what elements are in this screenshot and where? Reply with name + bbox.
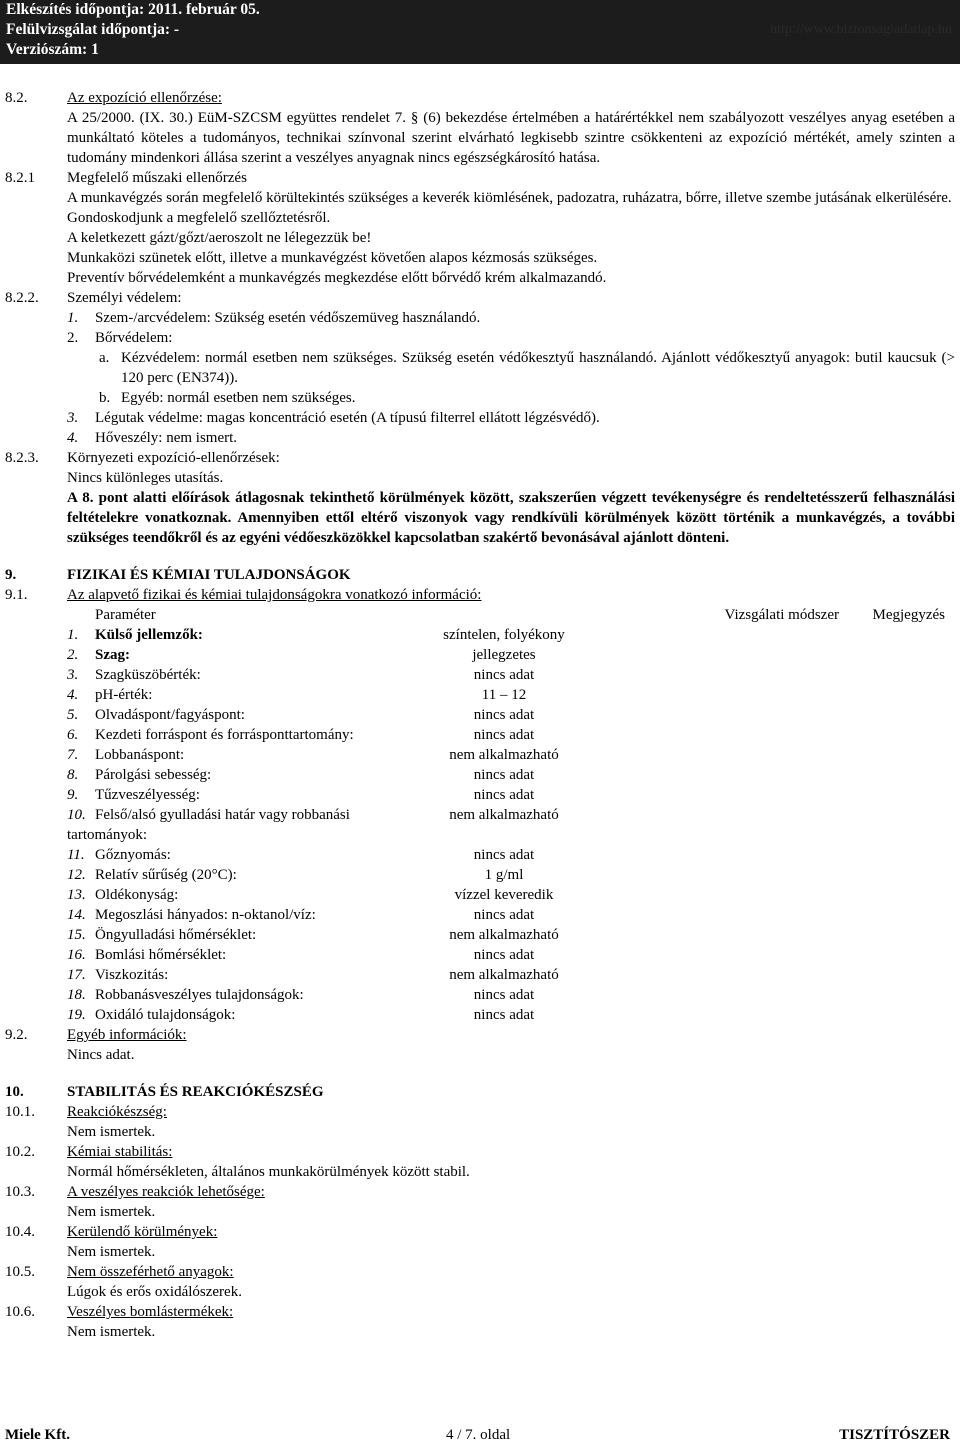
subsection xyxy=(5,1182,955,1222)
parameter-name: Öngyulladási hőmérséklet: xyxy=(95,927,257,943)
section-number: 10. xyxy=(5,1084,24,1100)
section-title: Az expozíció ellenőrzése: xyxy=(67,90,222,106)
parameter-name: Robbanásveszélyes tulajdonságok: xyxy=(95,987,304,1003)
section-number: 8.2.1 xyxy=(5,170,35,186)
section-title: Egyéb információk: xyxy=(67,1027,187,1043)
parameter-name: Oldékonyság: xyxy=(95,887,179,903)
parameter-name: Tűzveszélyesség: xyxy=(95,787,200,803)
row-number: 7. xyxy=(67,747,79,763)
row-number: 17. xyxy=(67,967,86,983)
text-line: Gondoskodjunk a megfelelő szellőztetésről. xyxy=(67,210,331,226)
text-line: Nem ismertek. xyxy=(67,1124,156,1140)
section-title: Kémiai stabilitás: xyxy=(67,1144,173,1160)
text-line: Normál hőmérsékleten, általános munkakörülmények között stabil. xyxy=(67,1164,470,1180)
parameter-value: jellegzetes xyxy=(472,647,536,663)
parameter-value: nincs adat xyxy=(473,1007,535,1023)
parameter-name: Szag: xyxy=(95,647,130,663)
section-number: 8.2.2. xyxy=(5,290,39,306)
table-row xyxy=(67,665,955,685)
row-number: 18. xyxy=(67,987,86,1003)
table-row xyxy=(67,1005,955,1025)
parameter-value: nem alkalmazható xyxy=(449,967,559,983)
text-line: Nincs adat. xyxy=(67,1047,135,1063)
parameter-name: Bomlási hőmérséklet: xyxy=(95,947,227,963)
text-line: A munkavégzés során megfelelő körültekintés szükséges a keverék kiömlésének, padozatra, ruházatra, bőrre, illetve szembe jutásának elkerülésére. xyxy=(67,190,952,206)
subsection xyxy=(5,1142,955,1182)
list-item: 3. Légutak védelme: magas koncentráció esetén (A típusú filterrel ellátott légzésvédő). xyxy=(67,410,600,426)
bold-notice: A 8. pont alatti előírások átlagosnak tekinthető körülmények között, szakszerűen végzett tevékenységre és rendeltetésszerű felhasználási feltételekre vonatkoznak. Amennyiben ettől eltérő viszonyok vagy rendkívüli körülmények között történik a munkavégzés, a további szükséges teendőkről és az egyéni védőeszközökkel kapcsolatban szakértő bevonásával ajánlott dönteni. xyxy=(67,490,955,546)
row-number: 3. xyxy=(67,667,79,683)
row-number: 15. xyxy=(67,927,86,943)
row-number: 4. xyxy=(67,687,79,703)
row-number: 12. xyxy=(67,867,86,883)
parameter-value: nincs adat xyxy=(473,787,535,803)
parameter-name: Lobbanáspont: xyxy=(95,747,185,763)
list-subitem: a. Kézvédelem: normál esetben nem szükséges. Szükség esetén védőkesztyű használandó. Ajánlott védőkesztyű anyagok: butil kaucsuk (> 120 perc (EN374)). xyxy=(99,350,955,386)
row-number: 2. xyxy=(67,647,79,663)
parameter-name: Külső jellemzők: xyxy=(95,627,203,643)
table-row xyxy=(67,925,955,945)
subsection xyxy=(5,1102,955,1142)
text-line: Nem ismertek. xyxy=(67,1324,156,1340)
parameter-value: nincs adat xyxy=(473,707,535,723)
list-subitem: b. Egyéb: normál esetben nem szükséges. xyxy=(99,390,356,406)
parameter-value: színtelen, folyékony xyxy=(443,627,565,643)
table-row xyxy=(67,985,955,1005)
section-title: A veszélyes reakciók lehetősége: xyxy=(67,1184,265,1200)
table-row xyxy=(67,705,955,725)
parameter-value: nincs adat xyxy=(473,907,535,923)
document-body xyxy=(5,88,955,1342)
list-item: 4. Hőveszély: nem ismert. xyxy=(67,430,238,446)
section-8-2 xyxy=(5,88,955,168)
footer-page-number: 4 / 7. oldal xyxy=(446,1427,511,1443)
row-number: 9. xyxy=(67,787,79,803)
table-row xyxy=(67,745,955,765)
table-row xyxy=(67,865,955,885)
section-number: 10.1. xyxy=(5,1104,35,1120)
table-row xyxy=(67,785,955,805)
parameter-value: nincs adat xyxy=(473,947,535,963)
table-row xyxy=(67,725,955,745)
section-8-2-2 xyxy=(5,288,955,448)
text-line: Nem ismertek. xyxy=(67,1204,156,1220)
page-footer xyxy=(5,1425,950,1445)
page-header xyxy=(0,0,960,64)
section-number: 10.6. xyxy=(5,1304,35,1320)
section-8-2-1 xyxy=(5,168,955,288)
text-line: Preventív bőrvédelemként a munkavégzés megkezdése előtt bőrvédő krém alkalmazandó. xyxy=(67,270,607,286)
row-number: 10. xyxy=(67,807,86,823)
table-header-row xyxy=(67,605,955,625)
table-row xyxy=(67,905,955,925)
parameter-value: nem alkalmazható xyxy=(449,747,559,763)
table-row xyxy=(67,645,955,665)
parameter-name: Gőznyomás: xyxy=(95,847,171,863)
list-item: 2. Bőrvédelem: xyxy=(67,330,173,346)
table-row xyxy=(67,845,955,865)
text-line: Nem ismertek. xyxy=(67,1244,156,1260)
parameter-name: Felső/alsó gyulladási határ vagy robbanási xyxy=(95,807,350,823)
table-row xyxy=(67,965,955,985)
footer-product: TISZTÍTÓSZER xyxy=(839,1427,950,1443)
table-row xyxy=(67,685,955,705)
header-version: Verziószám: 1 xyxy=(6,41,99,58)
subsection xyxy=(5,1302,955,1342)
section-number: 10.4. xyxy=(5,1224,35,1240)
section-9-heading xyxy=(5,565,955,585)
section-number: 9.1. xyxy=(5,587,28,603)
parameter-name: Oxidáló tulajdonságok: xyxy=(95,1007,236,1023)
section-title: Kerülendő körülmények: xyxy=(67,1224,218,1240)
text-line: Lúgok és erős oxidálószerek. xyxy=(67,1284,242,1300)
parameter-name: Megoszlási hányados: n-oktanol/víz: xyxy=(95,907,316,923)
section-number: 10.5. xyxy=(5,1264,35,1280)
column-header-remark: Megjegyzés xyxy=(872,607,945,623)
properties-table xyxy=(67,605,955,1025)
parameter-value: 1 g/ml xyxy=(484,867,524,883)
footer-company: Miele Kft. xyxy=(5,1427,70,1443)
table-row xyxy=(67,765,955,785)
column-header-parameter: Paraméter xyxy=(95,607,156,623)
row-number: 5. xyxy=(67,707,79,723)
row-number: 13. xyxy=(67,887,86,903)
section-heading: FIZIKAI ÉS KÉMIAI TULAJDONSÁGOK xyxy=(67,567,351,583)
section-paragraph: A 25/2000. (IX. 30.) EüM-SZCSM együttes rendelet 7. § (6) bekezdése értelmében a határértékkel nem szabályozott veszélyes anyag esetében a munkáltató köteles a tudományos, technikai színvonal szerint elvárható legkisebb szintre csökkenteni az expozíció mértékét, amely szinten a tudomány mindenkori állása szerint a veszélyes anyagnak nincs egészségkárosító hatása. xyxy=(67,110,955,166)
section-title: Veszélyes bomlástermékek: xyxy=(67,1304,234,1320)
subsection xyxy=(5,1262,955,1302)
section-8-2-3 xyxy=(5,448,955,548)
table-row xyxy=(67,625,955,645)
table-row xyxy=(67,885,955,905)
section-number: 8.2. xyxy=(5,90,28,106)
subsection xyxy=(5,1222,955,1262)
section-title: Nem összeférhető anyagok: xyxy=(67,1264,234,1280)
text-line: A keletkezett gázt/gőzt/aeroszolt ne lélegezzük be! xyxy=(67,230,372,246)
column-header-method: Vizsgálati módszer xyxy=(724,607,839,623)
parameter-value: nincs adat xyxy=(473,847,535,863)
parameter-name: Szagküszöbérték: xyxy=(95,667,201,683)
parameter-name: Olvadáspont/fagyáspont: xyxy=(95,707,245,723)
section-title: Megfelelő műszaki ellenőrzés xyxy=(67,170,247,186)
parameter-name: pH-érték: xyxy=(95,687,153,703)
column-header-value xyxy=(389,605,619,625)
parameter-value: nincs adat xyxy=(473,667,535,683)
header-review-date: Felülvizsgálat időpontja: - xyxy=(6,21,180,38)
row-number: 19. xyxy=(67,1007,86,1023)
parameter-value: nincs adat xyxy=(473,987,535,1003)
table-row xyxy=(67,805,955,825)
parameter-value: nem alkalmazható xyxy=(449,927,559,943)
row-number: 11. xyxy=(67,847,85,863)
row-number: 8. xyxy=(67,767,79,783)
parameter-value: nincs adat xyxy=(473,727,535,743)
parameter-value: vízzel keveredik xyxy=(454,887,554,903)
section-number: 9. xyxy=(5,567,17,583)
parameter-value: 11 – 12 xyxy=(481,687,527,703)
parameter-name: Kezdeti forráspont és forrásponttartomány: xyxy=(95,727,354,743)
section-number: 9.2. xyxy=(5,1027,28,1043)
section-title: Reakciókészség: xyxy=(67,1104,167,1120)
row-number: 14. xyxy=(67,907,86,923)
section-9-1 xyxy=(5,585,955,605)
section-9-2 xyxy=(5,1025,955,1065)
section-title: Az alapvető fizikai és kémiai tulajdonságokra vonatkozó információ: xyxy=(67,587,482,603)
header-url-link[interactable]: http://www.biztonsagiadatlap.hu xyxy=(770,22,952,37)
parameter-name: Relatív sűrűség (20°C): xyxy=(95,867,237,883)
section-10-heading xyxy=(5,1082,955,1102)
text-line: Nincs különleges utasítás. xyxy=(67,470,224,486)
list-item: 1. Szem-/arcvédelem: Szükség esetén védőszemüveg használandó. xyxy=(67,310,481,326)
section-number: 10.3. xyxy=(5,1184,35,1200)
section-number: 8.2.3. xyxy=(5,450,39,466)
parameter-name: Párolgási sebesség: xyxy=(95,767,212,783)
row-number: 16. xyxy=(67,947,86,963)
parameter-value: nincs adat xyxy=(473,767,535,783)
section-title: Személyi védelem: xyxy=(67,290,182,306)
table-row-continuation: tartományok: xyxy=(67,827,147,843)
header-created-date: Elkészítés időpontja: 2011. február 05. xyxy=(6,1,260,18)
table-row xyxy=(67,945,955,965)
section-title: Környezeti expozíció-ellenőrzések: xyxy=(67,450,280,466)
row-number: 6. xyxy=(67,727,79,743)
parameter-name: Viszkozitás: xyxy=(95,967,169,983)
section-number: 10.2. xyxy=(5,1144,35,1160)
section-heading: STABILITÁS ÉS REAKCIÓKÉSZSÉG xyxy=(67,1084,324,1100)
parameter-value: nem alkalmazható xyxy=(449,807,559,823)
text-line: Munkaközi szünetek előtt, illetve a munkavégzést követően alapos kézmosás szükséges. xyxy=(67,250,598,266)
row-number: 1. xyxy=(67,627,79,643)
